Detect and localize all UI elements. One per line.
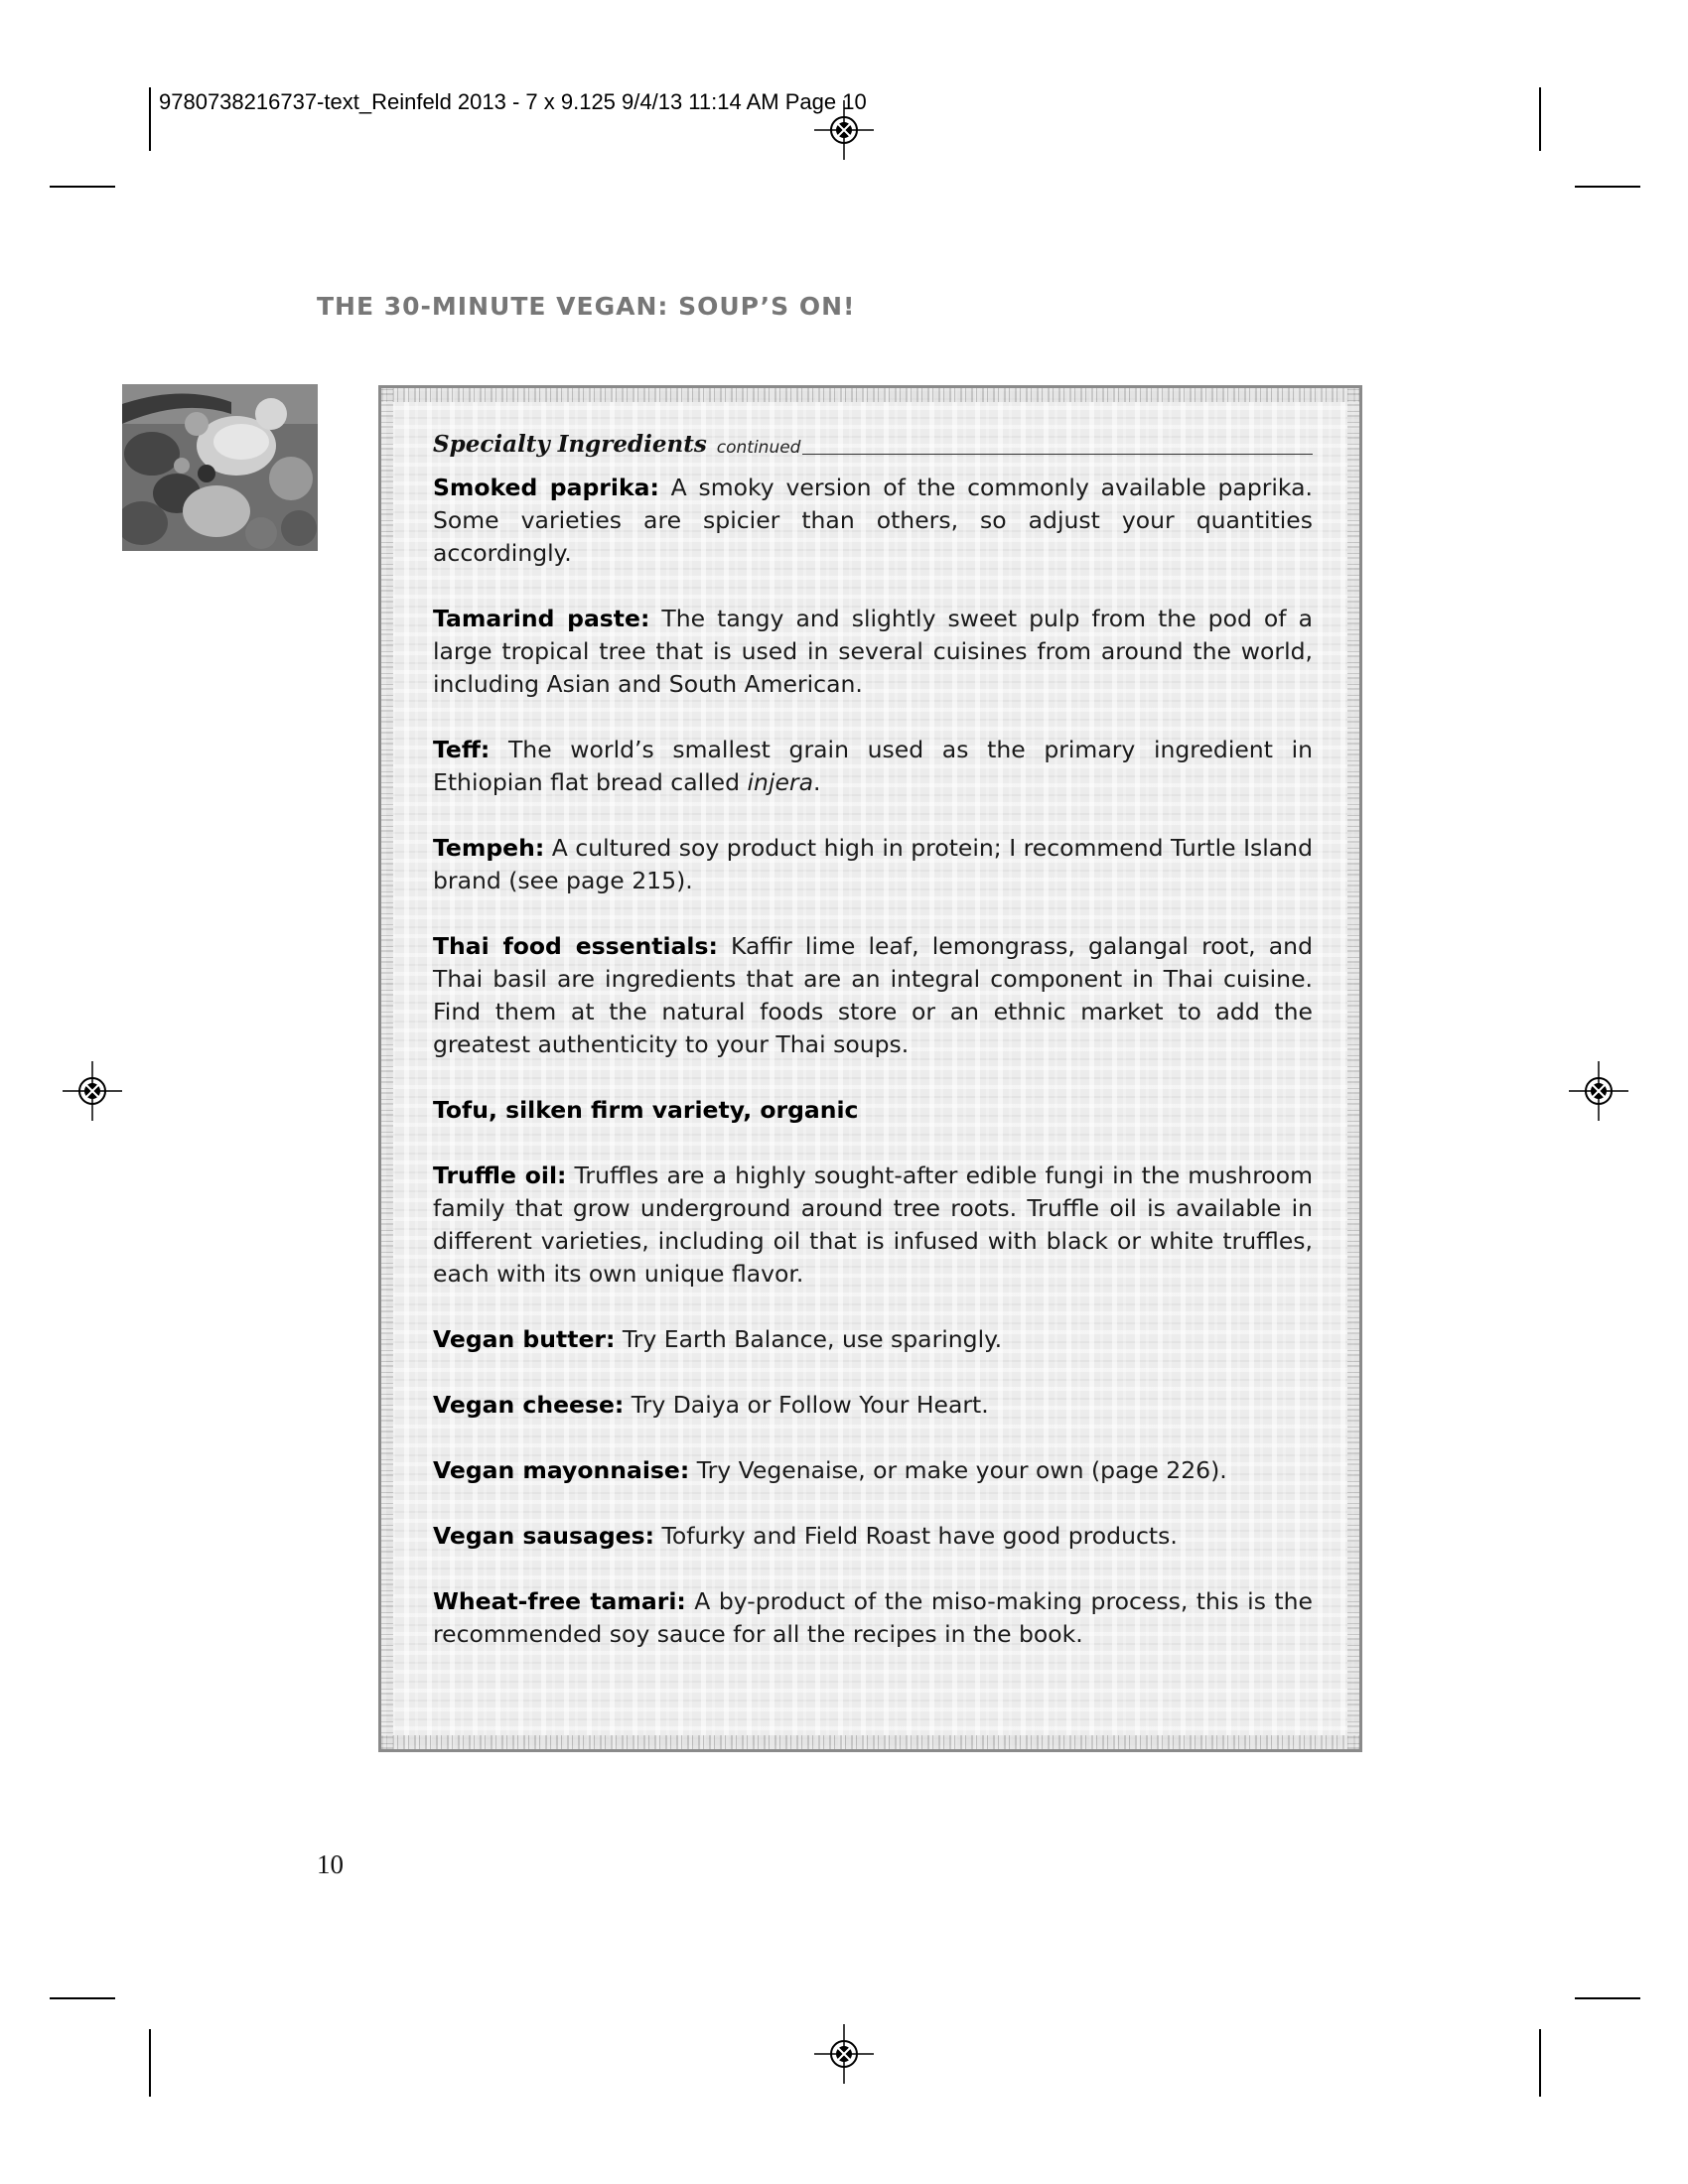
ingredient-entry — [433, 603, 1313, 701]
ingredient-description: Truffles are a highly sought-after edible fungi in the mushroom family that grow underground around tree roots. Truffle oil is available in different varieties, including oil that is infused with black or white truffles, each with its own unique flavor. — [433, 1161, 1313, 1288]
ingredient-description: Try Vegenaise, or make your own (page 226). — [689, 1456, 1227, 1484]
specialty-ingredients-sidebar — [378, 385, 1362, 1752]
running-head: THE 30-MINUTE VEGAN: SOUP’S ON! — [317, 292, 856, 321]
food-photo — [122, 384, 318, 551]
ingredient-description: Try Daiya or Follow Your Heart. — [624, 1391, 989, 1419]
ingredient-term: Vegan sausages: — [433, 1522, 654, 1550]
ingredient-entry — [433, 1585, 1313, 1651]
ingredient-entry — [433, 1094, 1313, 1127]
box-texture-bottom — [381, 1735, 1359, 1749]
ingredient-term: Wheat-free tamari: — [433, 1587, 686, 1615]
registration-mark-top-icon — [812, 98, 876, 162]
ingredient-entry — [433, 1389, 1313, 1422]
registration-mark-left-icon — [61, 1059, 124, 1123]
ingredient-term: Thai food essentials: — [433, 932, 718, 960]
crop-mark-top-right-vertical — [1539, 87, 1541, 151]
ingredient-list — [433, 472, 1313, 1684]
ingredient-description: A smoky version of the commonly available paprika. Some varieties are spicier than others, so adjust your quantities accordingly. — [433, 474, 1313, 567]
ingredient-entry — [433, 1160, 1313, 1291]
ingredient-description: Try Earth Balance, use sparingly. — [615, 1325, 1003, 1353]
ingredient-term: Teff: — [433, 736, 491, 763]
ingredient-description-end: . — [812, 768, 821, 796]
ingredient-description: A cultured soy product high in protein; I recommend Turtle Island brand (see page 215). — [433, 834, 1313, 894]
box-texture-left — [381, 388, 393, 1749]
registration-mark-right-icon — [1567, 1059, 1630, 1123]
ingredient-description: The world’s smallest grain used as the primary ingredient in Ethiopian flat bread called — [433, 736, 1313, 796]
printer-slug: 9780738216737-text_Reinfeld 2013 - 7 x 9.125 9/4/13 11:14 AM Page 10 — [159, 89, 867, 114]
sidebar-header — [433, 426, 1313, 458]
ingredient-description: Kaffir lime leaf, lemongrass, galangal root, and Thai basil are ingredients that are an integral component in Thai cuisine. Find them at the natural foods store or an ethnic market to add the greatest authenticity to your Thai soups. — [433, 932, 1313, 1058]
page-number: 10 — [317, 1849, 344, 1879]
crop-mark-top-left-vertical — [149, 87, 151, 151]
ingredient-description: Tofurky and Field Roast have good products. — [654, 1522, 1178, 1550]
crop-mark-bottom-left-vertical — [149, 2029, 151, 2097]
ingredient-entry — [433, 1454, 1313, 1487]
ingredient-term: Vegan butter: — [433, 1325, 616, 1353]
crop-mark-bottom-right-horizontal — [1575, 1997, 1640, 1999]
ingredient-term: Truffle oil: — [433, 1161, 567, 1189]
sidebar-continued-label: continued — [716, 438, 801, 458]
crop-mark-top-right-horizontal — [1575, 186, 1640, 188]
ingredient-entry — [433, 472, 1313, 570]
ingredient-entry — [433, 1323, 1313, 1356]
ingredient-term: Vegan cheese: — [433, 1391, 625, 1419]
ingredient-term: Smoked paprika: — [433, 474, 659, 501]
ingredient-description: A by-product of the miso-making process, this is the recommended soy sauce for all the recipes in the book. — [433, 1587, 1313, 1648]
crop-mark-top-left-horizontal — [50, 186, 115, 188]
ingredient-entry — [433, 832, 1313, 897]
sidebar-title: Specialty Ingredients — [433, 431, 707, 458]
ingredient-term: Tamarind paste: — [433, 605, 650, 632]
box-texture-top — [381, 388, 1359, 402]
crop-mark-bottom-right-vertical — [1539, 2029, 1541, 2097]
ingredient-entry — [433, 930, 1313, 1061]
box-texture-right — [1347, 388, 1359, 1749]
ingredient-description: The tangy and slightly sweet pulp from the pod of a large tropical tree that is used in several cuisines from around the world, including Asian and South American. — [433, 605, 1313, 698]
ingredient-italic-term: injera — [747, 768, 813, 796]
ingredient-term: Tempeh: — [433, 834, 545, 862]
ingredient-term: Tofu, silken firm variety, organic — [433, 1096, 859, 1124]
ingredient-term: Vegan mayonnaise: — [433, 1456, 690, 1484]
sidebar-header-rule — [802, 454, 1313, 455]
ingredient-entry — [433, 734, 1313, 799]
crop-mark-bottom-left-horizontal — [50, 1997, 115, 1999]
ingredient-entry — [433, 1520, 1313, 1553]
registration-mark-bottom-icon — [812, 2022, 876, 2086]
